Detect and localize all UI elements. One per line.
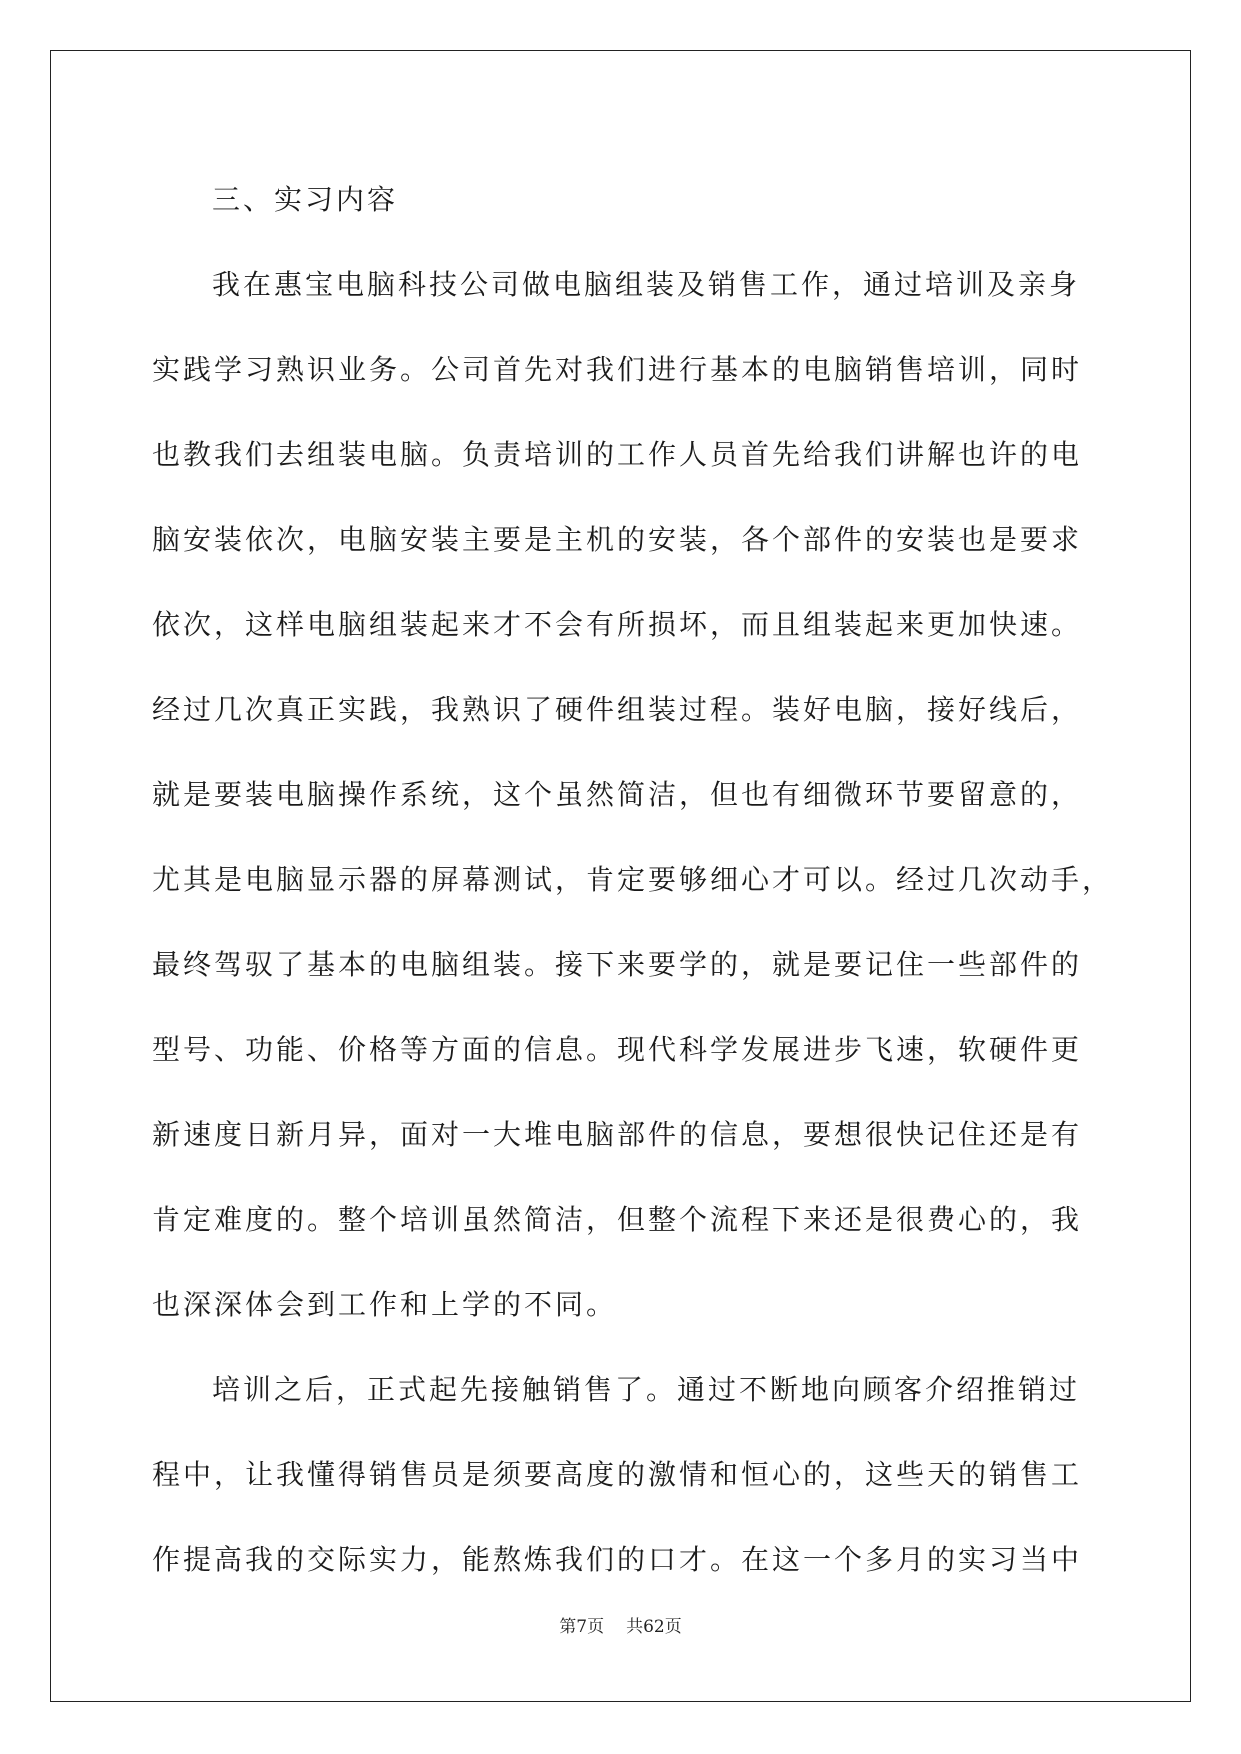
paragraph-line: 我在惠宝电脑科技公司做电脑组装及销售工作，通过培训及亲身: [212, 268, 1081, 301]
page-total: 共62页: [626, 1617, 682, 1637]
paragraph-line: 最终驾驭了基本的电脑组装。接下来要学的，就是要记住一些部件的: [152, 948, 1083, 981]
paragraph-line: 尤其是电脑显示器的屏幕测试，肯定要够细心才可以。经过几次动手，: [152, 863, 1114, 896]
page-footer: [0, 1612, 1241, 1637]
page-number: 第7页: [559, 1617, 605, 1637]
paragraph-line: 经过几次真正实践，我熟识了硬件组装过程。装好电脑，接好线后，: [152, 693, 1083, 726]
paragraph-line: 实践学习熟识业务。公司首先对我们进行基本的电脑销售培训，同时: [152, 353, 1083, 386]
paragraph: [152, 1347, 1097, 1602]
paragraph-line: 依次，这样电脑组装起来才不会有所损坏，而且组装起来更加快速。: [152, 608, 1083, 641]
paragraph-line: 培训之后，正式起先接触销售了。通过不断地向顾客介绍推销过: [212, 1373, 1081, 1406]
paragraph: [152, 242, 1114, 1347]
section-heading: 三、实习内容: [212, 183, 399, 216]
paragraph-line: 型号、功能、价格等方面的信息。现代科学发展进步飞速，软硬件更: [152, 1033, 1083, 1066]
paragraph-line: 也教我们去组装电脑。负责培训的工作人员首先给我们讲解也许的电: [152, 438, 1083, 471]
paragraph-line: 作提高我的交际实力，能熬炼我们的口才。在这一个多月的实习当中: [152, 1543, 1083, 1576]
paragraph-line: 脑安装依次，电脑安装主要是主机的安装，各个部件的安装也是要求: [152, 523, 1083, 556]
paragraph-line: 新速度日新月异，面对一大堆电脑部件的信息，要想很快记住还是有: [152, 1118, 1083, 1151]
paragraph-line: 程中，让我懂得销售员是须要高度的激情和恒心的，这些天的销售工: [152, 1458, 1083, 1491]
paragraph-line: 肯定难度的。整个培训虽然简洁，但整个流程下来还是很费心的，我: [152, 1203, 1083, 1236]
document-body: [152, 157, 1114, 1602]
paragraph-line: 就是要装电脑操作系统，这个虽然简洁，但也有细微环节要留意的，: [152, 778, 1083, 811]
paragraph-line: 也深深体会到工作和上学的不同。: [152, 1288, 618, 1321]
